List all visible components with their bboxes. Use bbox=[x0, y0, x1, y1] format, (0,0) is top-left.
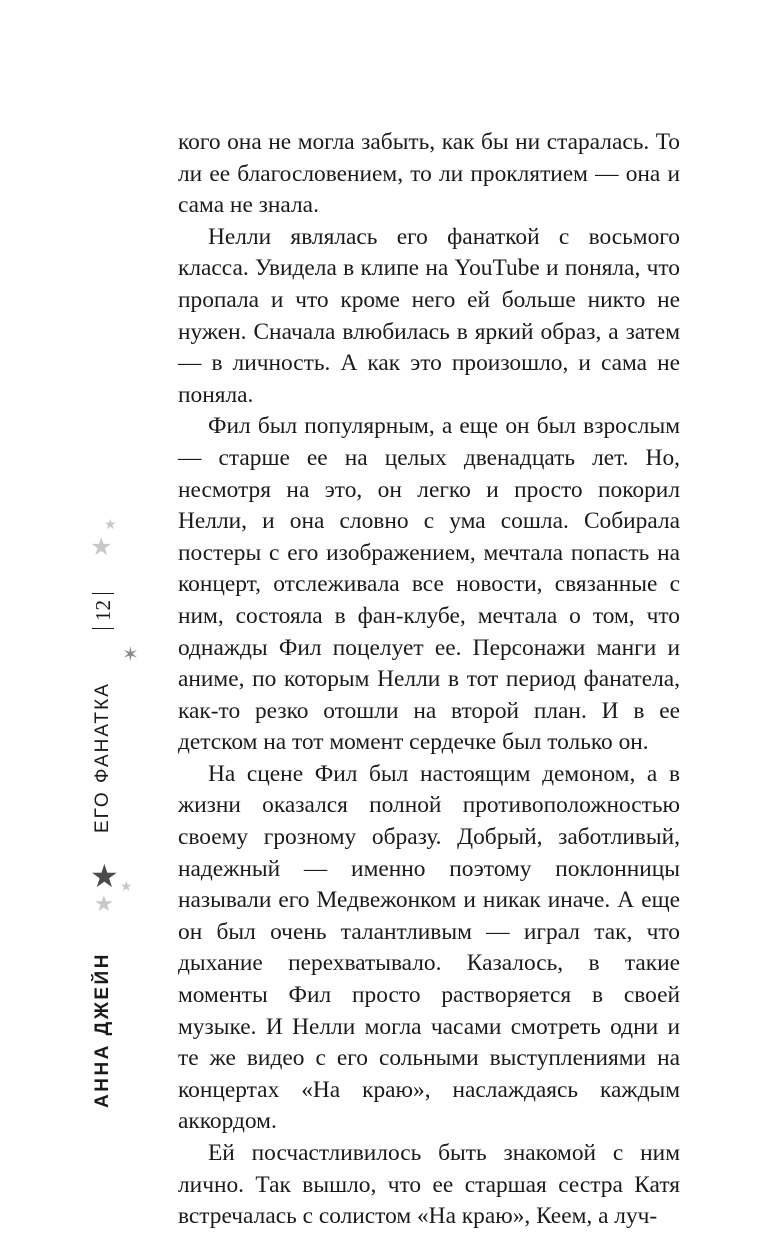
page-number-bar-bottom bbox=[92, 628, 114, 629]
running-header-author: АННА ДЖЕЙН bbox=[92, 952, 113, 1108]
paragraph-4: На сцене Фил был настоящим демоном, а в жизни оказался полной противоположностью своему грозному образу. Добрый, заботливый, надежный — именно поэтому поклонницы называли его Медвежонком и никак иначе. А еще он был очень талантливым — играл так, что дыхание перехватывало. Казалось, в такие моменты Фил просто растворяется в своей музыке. И Нелли могла часами смотреть одни и те же видео с его сольными выступлениями на концертах «На краю», наслаждаясь каждым аккордом. bbox=[178, 760, 680, 1135]
running-header-book-title: ЕГО ФАНАТКА bbox=[92, 682, 113, 834]
page-number-text: 12 bbox=[91, 600, 115, 622]
large-star-icon: ★ bbox=[90, 857, 119, 895]
paragraph-3: Фил был популярным, а еще он был взрослым — старше ее на целых двенадцать лет. Но, несмотря на это, он легко и просто покорил Нелли, и она словно с ума сошла. Собирала постеры с его изображением, мечтала попасть на концерт, отслеживала все новости, связанные с ним, состояла в фан-клубе, мечтала о том, что однажды Фил поцелует ее. Персонажи манги и аниме, по которым Нелли в тот период фанатела, как-то резко отошли на второй план. И в ее детском на тот момент сердечке был только он. bbox=[178, 413, 680, 756]
paragraph-1: кого она не могла забыть, как бы ни старалась. То ли ее благословением, то ли проклятием — она и сама не знала. bbox=[178, 129, 680, 219]
spark-icon: ✶ bbox=[122, 642, 139, 666]
small-star-icon: ★ bbox=[104, 517, 117, 533]
page-number bbox=[92, 593, 114, 629]
paragraph-5: Ей посчастливилось быть знакомой с ним лично. Так вышло, что ее старшая сестра Катя встречалась с солистом «На краю», Кеем, а луч- bbox=[178, 1140, 680, 1230]
body-text bbox=[178, 127, 680, 1233]
paragraph-2: Нелли являлась его фанаткой с восьмого класса. Увидела в клипе на YouTube и поняла, что пропала и что кроме него ей больше никто не нужен. Сначала влюбилась в яркий образ, а затем — в личность. А как это произошло, и сама не поняла. bbox=[178, 223, 680, 408]
star-icon: ★ bbox=[90, 532, 113, 561]
star-decoration-top bbox=[90, 518, 120, 562]
star-icon: ★ bbox=[94, 892, 114, 917]
small-star-icon: ★ bbox=[120, 879, 133, 895]
star-decoration-middle bbox=[90, 857, 140, 920]
